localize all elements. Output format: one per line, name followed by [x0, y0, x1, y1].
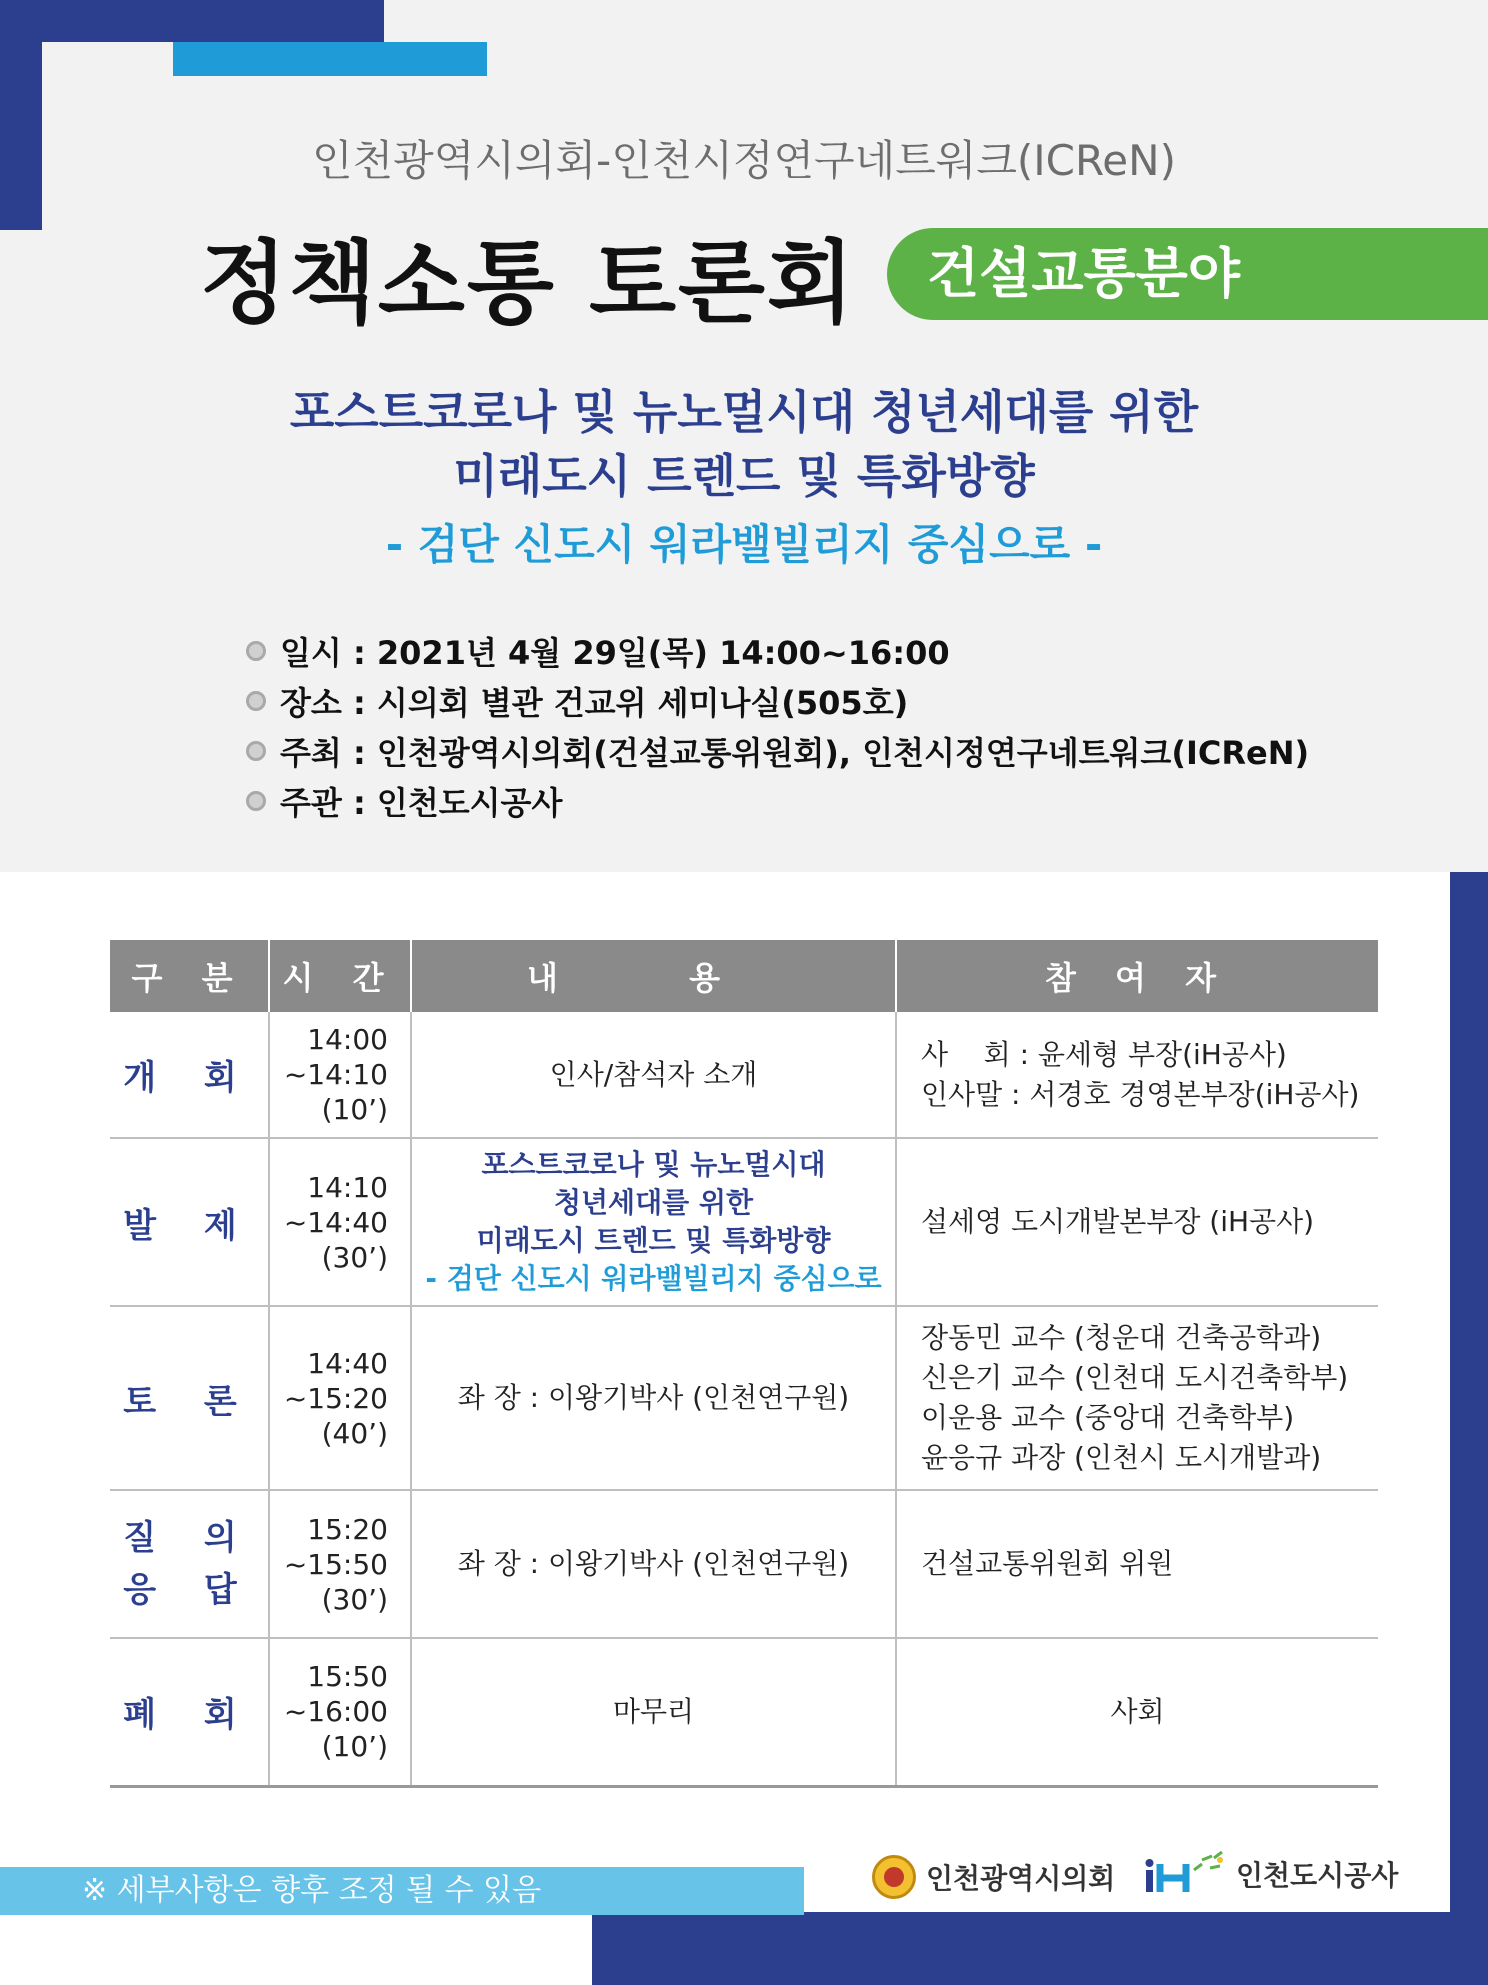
session-category: 토 론	[110, 1306, 269, 1490]
session-participants: 사회	[896, 1638, 1378, 1786]
ih-logo-text: 인천도시공사	[1236, 1859, 1399, 1892]
session-participants: 사 회 : 윤세형 부장(iH공사) 인사말 : 서경호 경영본부장(iH공사)	[896, 1012, 1378, 1138]
table-row	[110, 1012, 1378, 1138]
bullet-icon	[246, 691, 266, 711]
council-logo-text: 인천광역시의회	[926, 1862, 1116, 1895]
info-item-host	[246, 726, 1309, 776]
council-seal-icon	[872, 1855, 916, 1899]
session-time: 15:20 ~15:50 (30’)	[269, 1490, 411, 1638]
header-participants: 참 여 자	[896, 940, 1378, 1012]
info-text: 장소 : 시의회 별관 건교위 세미나실(505호)	[280, 684, 909, 722]
session-time: 14:00 ~14:10 (10’)	[269, 1012, 411, 1138]
table-row	[110, 1138, 1378, 1306]
topic-line-2: 미래도시 트렌드 및 특화방향	[453, 449, 1035, 503]
session-content: 포스트코로나 및 뉴노멀시대 청년세대를 위한 미래도시 트렌드 및 특화방향 - 검단 신도시 워라밸빌리지 중심으로	[411, 1138, 896, 1306]
table-row	[110, 1638, 1378, 1786]
table-header-row	[110, 940, 1378, 1012]
info-text: 주관 : 인천도시공사	[280, 784, 563, 822]
decor-navy-top	[0, 0, 384, 42]
category-badge: 건설교통분야	[887, 228, 1488, 320]
session-participants: 장동민 교수 (청운대 건축공학과) 신은기 교수 (인천대 도시건축학부) 이운용 교수 (중앙대 건축학부) 윤응규 과장 (인천시 도시개발과)	[896, 1306, 1378, 1490]
council-logo	[872, 1855, 1115, 1899]
session-time: 15:50 ~16:00 (10’)	[269, 1638, 411, 1786]
session-category: 발 제	[110, 1138, 269, 1306]
page-title: 정책소통 토론회	[200, 231, 856, 336]
schedule-table	[110, 940, 1378, 1788]
bullet-icon	[246, 641, 266, 661]
header-category: 구 분	[110, 940, 269, 1012]
bullet-icon	[246, 791, 266, 811]
session-content: 인사/참석자 소개	[411, 1012, 896, 1138]
header-time: 시 간	[269, 940, 411, 1012]
topic-line-1: 포스트코로나 및 뉴노멀시대 청년세대를 위한	[289, 385, 1199, 439]
decor-navy-right	[1450, 872, 1488, 1912]
table-row	[110, 1490, 1378, 1638]
header-content: 내 용	[411, 940, 896, 1012]
footer-note: ※ 세부사항은 향후 조정 될 수 있음	[0, 1867, 804, 1915]
info-item-place	[246, 676, 1309, 726]
session-participants: 설세영 도시개발본부장 (iH공사)	[896, 1138, 1378, 1306]
session-content: 좌 장 : 이왕기박사 (인천연구원)	[411, 1490, 896, 1638]
ih-logo	[1144, 1850, 1398, 1898]
topic-subheading: - 검단 신도시 워라밸빌리지 중심으로 -	[385, 520, 1103, 569]
session-content: 좌 장 : 이왕기박사 (인천연구원)	[411, 1306, 896, 1490]
info-text: 주최 : 인천광역시의회(건설교통위원회), 인천시정연구네트워크(ICReN)	[280, 734, 1310, 772]
event-info-list	[246, 626, 1309, 826]
info-text: 일시 : 2021년 4월 29일(목) 14:00~16:00	[280, 634, 950, 672]
session-time: 14:40 ~15:20 (40’)	[269, 1306, 411, 1490]
session-category: 개 회	[110, 1012, 269, 1138]
bullet-icon	[246, 741, 266, 761]
info-item-date	[246, 626, 1309, 676]
table-row	[110, 1306, 1378, 1490]
organizer-title: 인천광역시의회-인천시정연구네트워크(ICReN)	[312, 136, 1176, 185]
session-time: 14:10 ~14:40 (30’)	[269, 1138, 411, 1306]
ih-logo-icon	[1144, 1850, 1230, 1898]
session-category: 질 의 응 답	[110, 1490, 269, 1638]
decor-blue-bar	[173, 42, 487, 76]
session-category: 폐 회	[110, 1638, 269, 1786]
decor-navy-bottom	[592, 1912, 1488, 1985]
info-item-organizer	[246, 776, 1309, 826]
session-content: 마무리	[411, 1638, 896, 1786]
session-participants: 건설교통위원회 위원	[896, 1490, 1378, 1638]
